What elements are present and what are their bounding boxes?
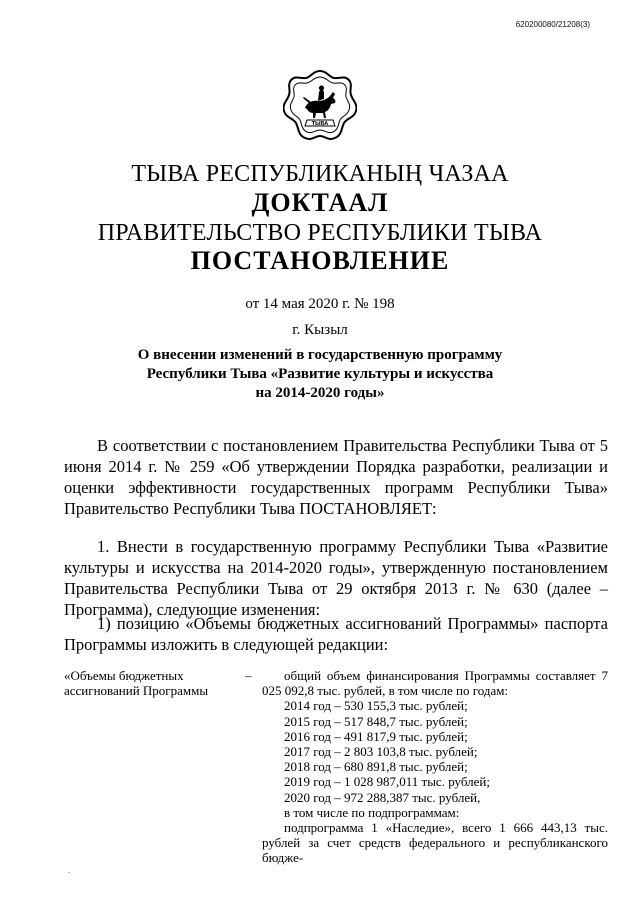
total-funding-text: общий объем финансирования Программы составляет 7 025 092,8 тыс. рублей, в том числе по годам: [262,668,608,699]
document-title [0,346,640,403]
year-funding-item: 2018 год – 680 891,8 тыс. рублей; [284,759,468,775]
document-date-number: от 14 мая 2020 г. № 198 [245,296,395,312]
scan-artifact [68,872,70,873]
document-city: г. Кызыл [292,322,348,338]
paragraph-item-1 [64,536,608,620]
document-id: 620200080/21208(3) [515,20,590,29]
tuva-coat-of-arms-icon [283,68,357,142]
header-resolution: ПОСТАНОВЛЕНИЕ [190,246,450,275]
table-right-content [262,668,608,866]
paragraph-preamble [64,435,608,519]
year-funding-item: 2019 год – 1 028 987,011 тыс. рублей; [284,774,490,790]
table-left-label: «Объемы бюджетных ассигнований Программы [64,668,209,699]
year-funding-item: 2014 год – 530 155,3 тыс. рублей; [284,698,468,714]
year-funding-item: 2017 год – 2 803 103,8 тыс. рублей; [284,744,478,760]
year-funding-item: 2016 год – 491 817,9 тыс. рублей; [284,728,468,744]
table-dash: – [245,668,252,683]
subprograms-heading: в том числе по подпрограммам: [284,804,460,820]
title-line: на 2014-2020 годы» [255,385,385,401]
subprogram-1-text: подпрограмма 1 «Наследие», всего 1 666 443,13 тыс. рублей за счет средств федерального и республиканского бюдже- [262,820,608,866]
emblem-inscription: ТЫВА [311,121,329,127]
header-tuvan-government: ТЫВА РЕСПУБЛИКАНЫҢ ЧАЗАА [131,161,509,187]
header-government: ПРАВИТЕЛЬСТВО РЕСПУБЛИКИ ТЫВА [97,220,543,246]
title-line: Республики Тыва «Развитие культуры и искусства [146,366,494,382]
paragraph-text: 1) позицию «Объемы бюджетных ассигнований Программы» паспорта Программы изложить в следующей редакции: [64,614,608,654]
paragraph-text: 1. Внести в государственную программу Республики Тыва «Развитие культуры и искусства на 2014-2020 годы», утвержденную постановлением Правительства Республики Тыва от 29 октября 2013 г. № 630 (далее – Программа), следующие изменения: [64,537,608,619]
header-tuvan-decree: ДОКТААЛ [251,188,389,217]
year-funding-item: 2015 год – 517 848,7 тыс. рублей; [284,713,468,729]
title-line: О внесении изменений в государственную программу [137,347,503,363]
paragraph-subitem-1 [64,613,608,655]
paragraph-text: В соответствии с постановлением Правительства Республики Тыва от 5 июня 2014 г. № 259 «Об утверждении Порядка разработки, реализации и оценки эффективности государственных программ Республики Тыва» Правительство Республики Тыва ПОСТАНОВЛЯЕТ: [64,436,608,518]
year-funding-item: 2020 год – 972 288,387 тыс. рублей, [284,789,481,805]
